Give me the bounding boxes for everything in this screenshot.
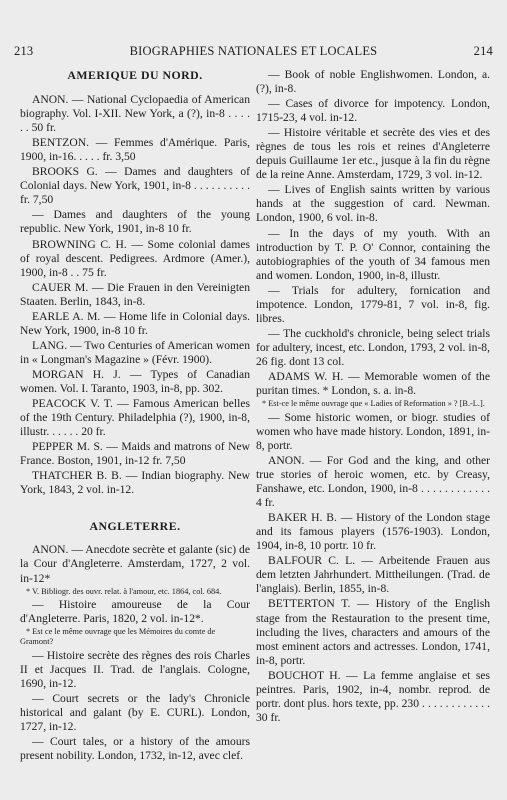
page-number-left: 213 [14,44,34,58]
entry: BETTERTON T. — History of the English stage from the Restauration to the present time, including the lives, characters and amours of the most eminent actors and actresses. London, 1741, in-8, portr. [256,597,490,667]
entry: LANG. — Two Centuries of American women in « Longman's Magazine » (Févr. 1900). [20,338,250,366]
entry: BOUCHOT H. — La femme anglaise et ses peintres. Paris, 1902, in-4, nombr. reprod. de portr. dont plus. hors texte, pp. 230 . . . . . . . . . . . . 30 fr. [256,668,490,724]
running-header [14,44,493,60]
entry: BALFOUR C. L. — Arbeitende Frauen aus dem letzten Jahrhundert. Mittheilungen. (Trad. de l'anglais). Berlin, 1855, in-8. [256,554,490,596]
footnote: * Est-ce le même ouvrage que « Ladies of Reformation » ? [B.-L.]. [262,399,485,409]
running-title: BIOGRAPHIES NATIONALES ET LOCALES [129,44,378,58]
entry: — Book of noble Englishwomen. London, a. (?), in-8. [256,68,490,96]
entry: ANON. — National Cyclopaedia of American biography. Vol. I-XII. New York, a (?), in-8 . . . . . . 50 fr. [20,93,250,135]
footnote: * Est ce le même ouvrage que les Mémoires du comte de Gramont? [20,627,216,647]
england-entries [20,543,250,763]
entry: BAKER H. B. — History of the London stage and its famous players (1576-1903). London, 1904, in-8, 10 portr. 10 fr. [256,511,490,553]
entry: — Dames and daughters of the young republic. New York, 1901, in-8 10 fr. [20,208,250,236]
entry: — Court tales, or a history of the amours present nobility. London, 1732, in-12, avec clef. [20,735,250,763]
page-number-right: 214 [473,44,493,58]
entry: — Lives of English saints written by various hands at the suggestion of card. Newman. London, 1900, 6 vol. in-8. [256,183,490,225]
section-heading-north-america: AMERIQUE DU NORD. [67,68,203,82]
entry: — Histoire amoureuse de la Cour d'Angleterre. Paris, 1820, 2 vol. in-12*. [20,598,250,626]
entry: EARLE A. M. — Home life in Colonial days. New York, 1900, in-8 10 fr. [20,309,250,337]
entry: THATCHER B. B. — Indian biography. New York, 1843, 2 vol. in-12. [20,469,250,497]
entry: — In the days of my youth. With an introduction by T. P. O' Connor, containing the autobiographies of the youth of 34 famous men and women. London, 1900, in-8, illustr. [256,226,490,282]
entry: PEPPER M. S. — Maids and matrons of New France. Boston, 1901, in-12 fr. 7,50 [20,440,250,468]
north-america-entries [20,93,250,497]
entry: MORGAN H. J. — Types of Canadian women. Vol. I. Taranto, 1903, in-8, pp. 302. [20,367,250,395]
entry: PEACOCK V. T. — Famous American belles of the 19th Century. Philadelphia (?), 1900, in-8, illustr. . . . . . 20 fr. [20,397,250,439]
footnote: * V. Bibliogr. des ouvr. relat. à l'amour, etc. 1864, col. 684. [26,586,222,596]
right-column [256,68,490,726]
entry: ADAMS W. H. — Memorable women of the puritan times. * London, s. a. in-8. [256,369,490,398]
entry: ANON. — Anecdote secrète et galante (sic) de la Cour d'Angleterre. Amsterdam, 1727, 2 vol. in-12* [20,543,250,585]
entry: — The cuckhold's chronicle, being select trials for adultery, incest, etc. London, 1793, 2 vol. in-8, 26 fig. dont 13 col. [256,326,490,368]
entry: ANON. — For God and the king, and other true stories of heroic women, etc. by Creasy, Fanshawe, etc. London, 1900, in-8 . . . . . . . . . . . . 4 fr. [256,454,490,510]
section-heading-england: ANGLETERRE. [89,519,181,534]
entry: BROWNING C. H. — Some colonial dames of royal descent. Pedigrees. Ardmore (Amer.), 1900, in-8 . . 75 fr. [20,237,250,279]
entry: — Histoire secrète des règnes des rois Charles II et Jacques II. Trad. de l'anglais. Cologne, 1690, in-12. [20,649,250,691]
left-column [20,68,250,764]
entry: — Trials for adultery, fornication and impotence. London, 1779-81, 7 vol. in-8, fig. libres. [256,283,490,325]
entry: — Some historic women, or biogr. studies of women who have made history. London, 1891, in-8, portr. [256,410,490,452]
entry: — Court secrets or the lady's Chronicle historical and galant (by E. CURL). London, 1727, in-12. [20,692,250,734]
entry: — Cases of divorce for impotency. London, 1715-23, 4 vol. in-12. [256,97,490,125]
entry: — Histoire véritable et secrète des vies et des règnes de tous les rois et reines d'Angleterre depuis Guillaume 1er etc., jusque à la fin du règne de la reine Anne. Amsterdam, 1729, 3 vol. in-12. [256,126,490,182]
entry: CAUER M. — Die Frauen in den Vereinigten Staaten. Berlin, 1843, in-8. [20,280,250,308]
entry: BENTZON. — Femmes d'Amérique. Paris, 1900, in-16. . . . . fr. 3,50 [20,136,250,164]
entry: BROOKS G. — Dames and daughters of Colonial days. New York, 1901, in-8 . . . . . . . . . . fr. 7,50 [20,165,250,207]
